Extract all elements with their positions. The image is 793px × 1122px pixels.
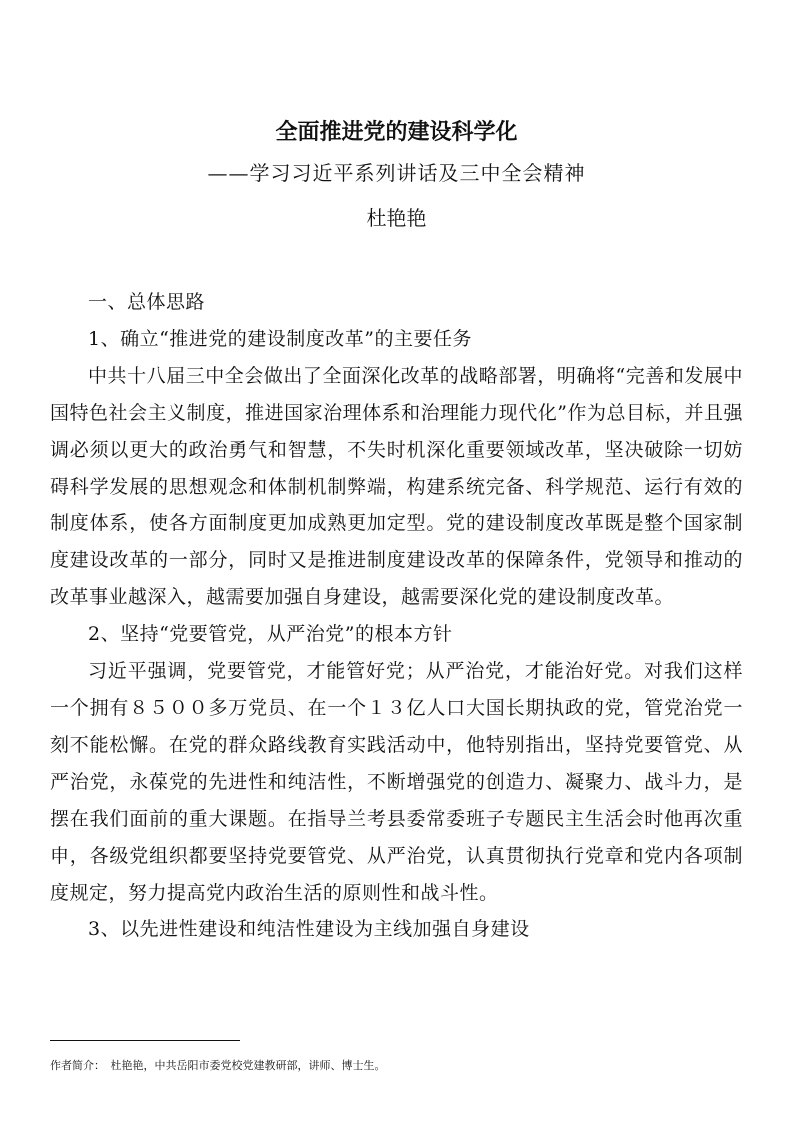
section-heading-1: 一、总体思路	[88, 291, 206, 313]
document-title: 全面推进党的建设科学化	[275, 120, 518, 145]
paragraph-1-1: 中共十八届三中全会做出了全面深化改革的战略部署，明确将“完善和发展中国特色社会主义制度，推进国家治理体系和治理能力现代化”作为总目标，并且强调必须以更大的政治勇气和智慧，不失时机深化重要领域改革，坚决破除一切妨碍科学发展的思想观念和体制机制弊端，构建系统完备、科学规范、运行有效的制度体系，使各方面制度更加成熟更加定型。党的建设制度改革既是整个国家制度建设改革的一部分，同时又是推进制度建设改革的保障条件，党领导和推动的改革事业越深入，越需要加强自身建设，越需要深化党的建设制度改革。	[50, 364, 743, 609]
author-name: 杜艳艳	[366, 206, 427, 230]
subsection-heading-1-3: 3、以先进性建设和纯洁性建设为主线加强自身建设	[88, 918, 530, 941]
document-body	[50, 284, 743, 948]
subsection-heading-1-2: 2、坚持“党要管党，从严治党”的根本方针	[88, 623, 453, 646]
author-footnote: 作者简介： 杜艳艳，中共岳阳市委党校党建教研部，讲师、博士生。	[50, 1059, 386, 1072]
subsection-heading-1-1: 1、确立“推进党的建设制度改革”的主要任务	[88, 327, 473, 350]
paragraph-1-2: 习近平强调，党要管党，才能管好党；从严治党，才能治好党。对我们这样一个拥有８５００多万党员、在一个１３亿人口大国长期执政的党，管党治党一刻不能松懈。在党的群众路线教育实践活动中，他特别指出，坚持党要管党、从严治党，永葆党的先进性和纯洁性，不断增强党的创造力、凝聚力、战斗力，是摆在我们面前的重大课题。在指导兰考县委常委班子专题民主生活会时他再次重申，各级党组织都要坚持党要管党、从严治党，认真贯彻执行党章和党内各项制度规定，努力提高党内政治生活的原则性和战斗性。	[50, 660, 743, 904]
footnote-divider	[50, 1040, 240, 1041]
document-subtitle: ——学习习近平系列讲话及三中全会精神	[207, 161, 586, 185]
